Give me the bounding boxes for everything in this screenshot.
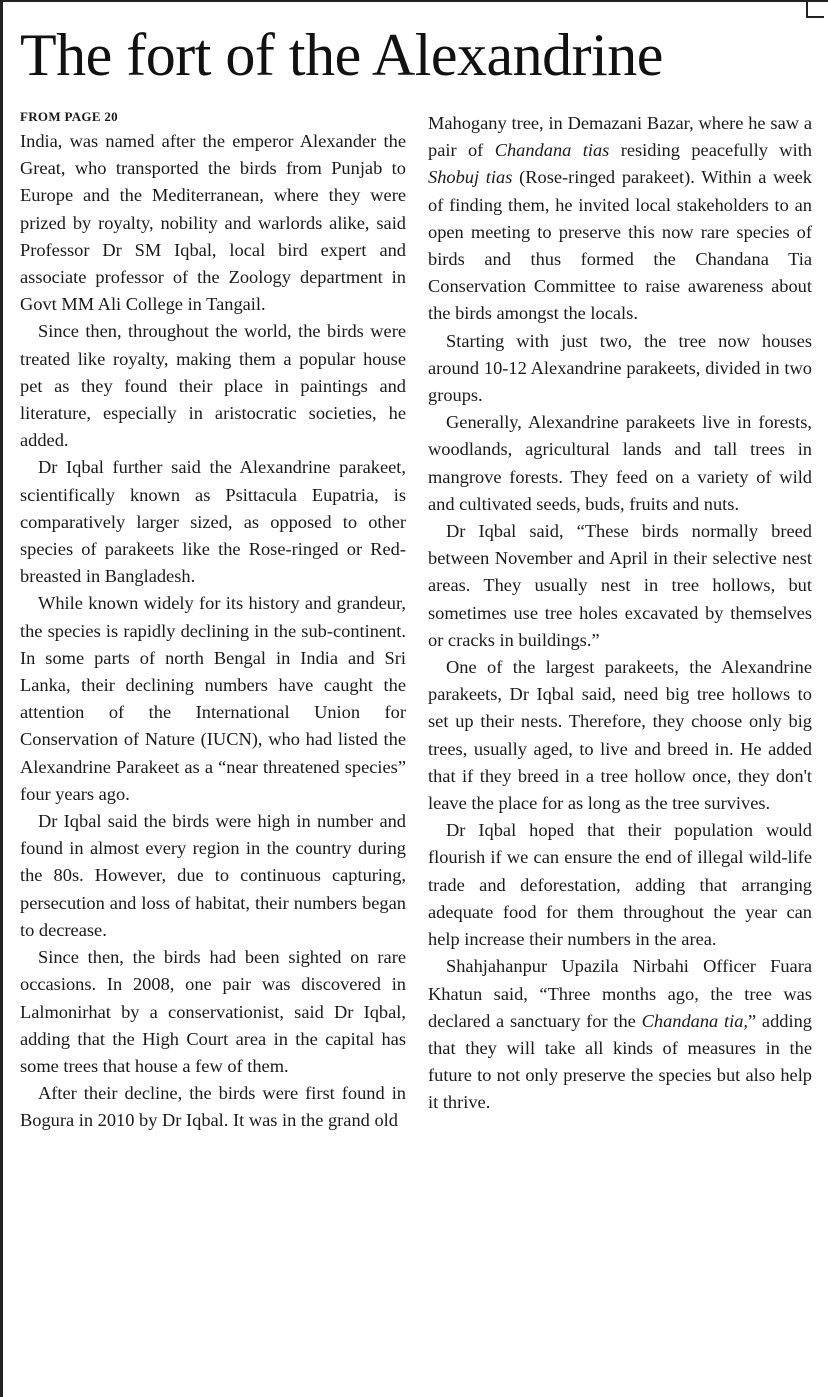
paragraph: India, was named after the emperor Alexander the Great, who transported the birds from Punjab to Europe and the Mediterranean, where they were prized by royalty, nobility and warlords alike, said Professor Dr SM Iqbal, local bird expert and associate professor of the Zoology department in Govt MM Ali College in Tangail. <box>20 131 406 315</box>
text-run: (Rose-ringed parakeet). Within a week of finding them, he invited local stakeholders to an open meeting to preserve this now rare species of birds and thus formed the Chandana Tia Conservation Committee to raise awareness about the birds amongst the locals. <box>428 167 812 324</box>
right-column <box>428 110 812 1395</box>
paragraph: Dr Iqbal said, “These birds normally breed between November and April in their selective nest areas. They usually nest in tree hollows, but sometimes use tree holes excavated by themselves or cracks in buildings.” <box>428 521 812 650</box>
italic-species-name: Shobuj tias <box>428 167 513 188</box>
paragraph: One of the largest parakeets, the Alexandrine parakeets, Dr Iqbal said, need big tree hollows to set up their nests. Therefore, they choose only big trees, usually aged, to live and breed in. He added that if they breed in a tree hollow once, they don't leave the place for as long as the tree survives. <box>428 657 812 814</box>
text-run: residing peacefully with <box>609 140 812 161</box>
paragraph: Dr Iqbal hoped that their population would flourish if we can ensure the end of illegal wild-life trade and deforestation, adding that arranging adequate food for them throughout the year can help increase their numbers in the area. <box>428 820 812 950</box>
text-run: Mahogany tree, in Demazani Bazar, where he saw a pair of <box>428 113 812 161</box>
text-run: Shahjahanpur Upazila Nirbahi Officer Fuara Khatun said, “Three months ago, the tree was declared a sanctuary for the <box>428 956 812 1031</box>
italic-species-name: Chandana tias <box>494 140 610 161</box>
paragraph: Dr Iqbal further said the Alexandrine parakeet, scientifically known as Psittacula Eupatria, is comparatively larger sized, as opposed to other species of parakeets like the Rose-ringed or Red-breasted in Bangladesh. <box>20 457 406 587</box>
paragraph: Since then, throughout the world, the birds were treated like royalty, making them a popular house pet as they found their place in paintings and literature, especially in aristocratic societies, he added. <box>20 321 406 451</box>
paragraph: Since then, the birds had been sighted on rare occasions. In 2008, one pair was discovered in Lalmonirhat by a conservationist, said Dr Iqbal, adding that the High Court area in the capital has some trees that house a few of them. <box>20 947 406 1076</box>
paragraph: Dr Iqbal said the birds were high in number and found in almost every region in the country during the 80s. However, due to continuous capturing, persecution and loss of habitat, their numbers began to decrease. <box>20 811 406 940</box>
paragraph: While known widely for its history and grandeur, the species is rapidly declining in the sub-continent. In some parts of north Bengal in India and Sri Lanka, their declining numbers have caught the attention of the International Union for Conservation of Nature (IUCN), who had listed the Alexandrine Parakeet as a “near threatened species” four years ago. <box>20 593 406 804</box>
paragraph: After their decline, the birds were first found in Bogura in 2010 by Dr Iqbal. It was in the grand old <box>20 1083 406 1131</box>
paragraph: Starting with just two, the tree now houses around 10-12 Alexandrine parakeets, divided in two groups. <box>428 330 812 406</box>
left-column <box>20 108 406 1393</box>
continuation-kicker: FROM PAGE 20 <box>20 109 118 124</box>
paragraph: Generally, Alexandrine parakeets live in forests, woodlands, agricultural lands and tall trees in mangrove forests. They feed on a variety of wild and cultivated seeds, buds, fruits and nuts. <box>428 412 812 514</box>
paragraph <box>428 953 812 1116</box>
text-run: ” adding that they will take all kinds of measures in the future to not only preserve the species but also help it thrive. <box>428 1010 812 1113</box>
italic-species-name: Chandana tia, <box>641 1010 749 1031</box>
paragraph <box>428 110 812 328</box>
headline: The fort of the Alexandrine <box>20 22 663 88</box>
